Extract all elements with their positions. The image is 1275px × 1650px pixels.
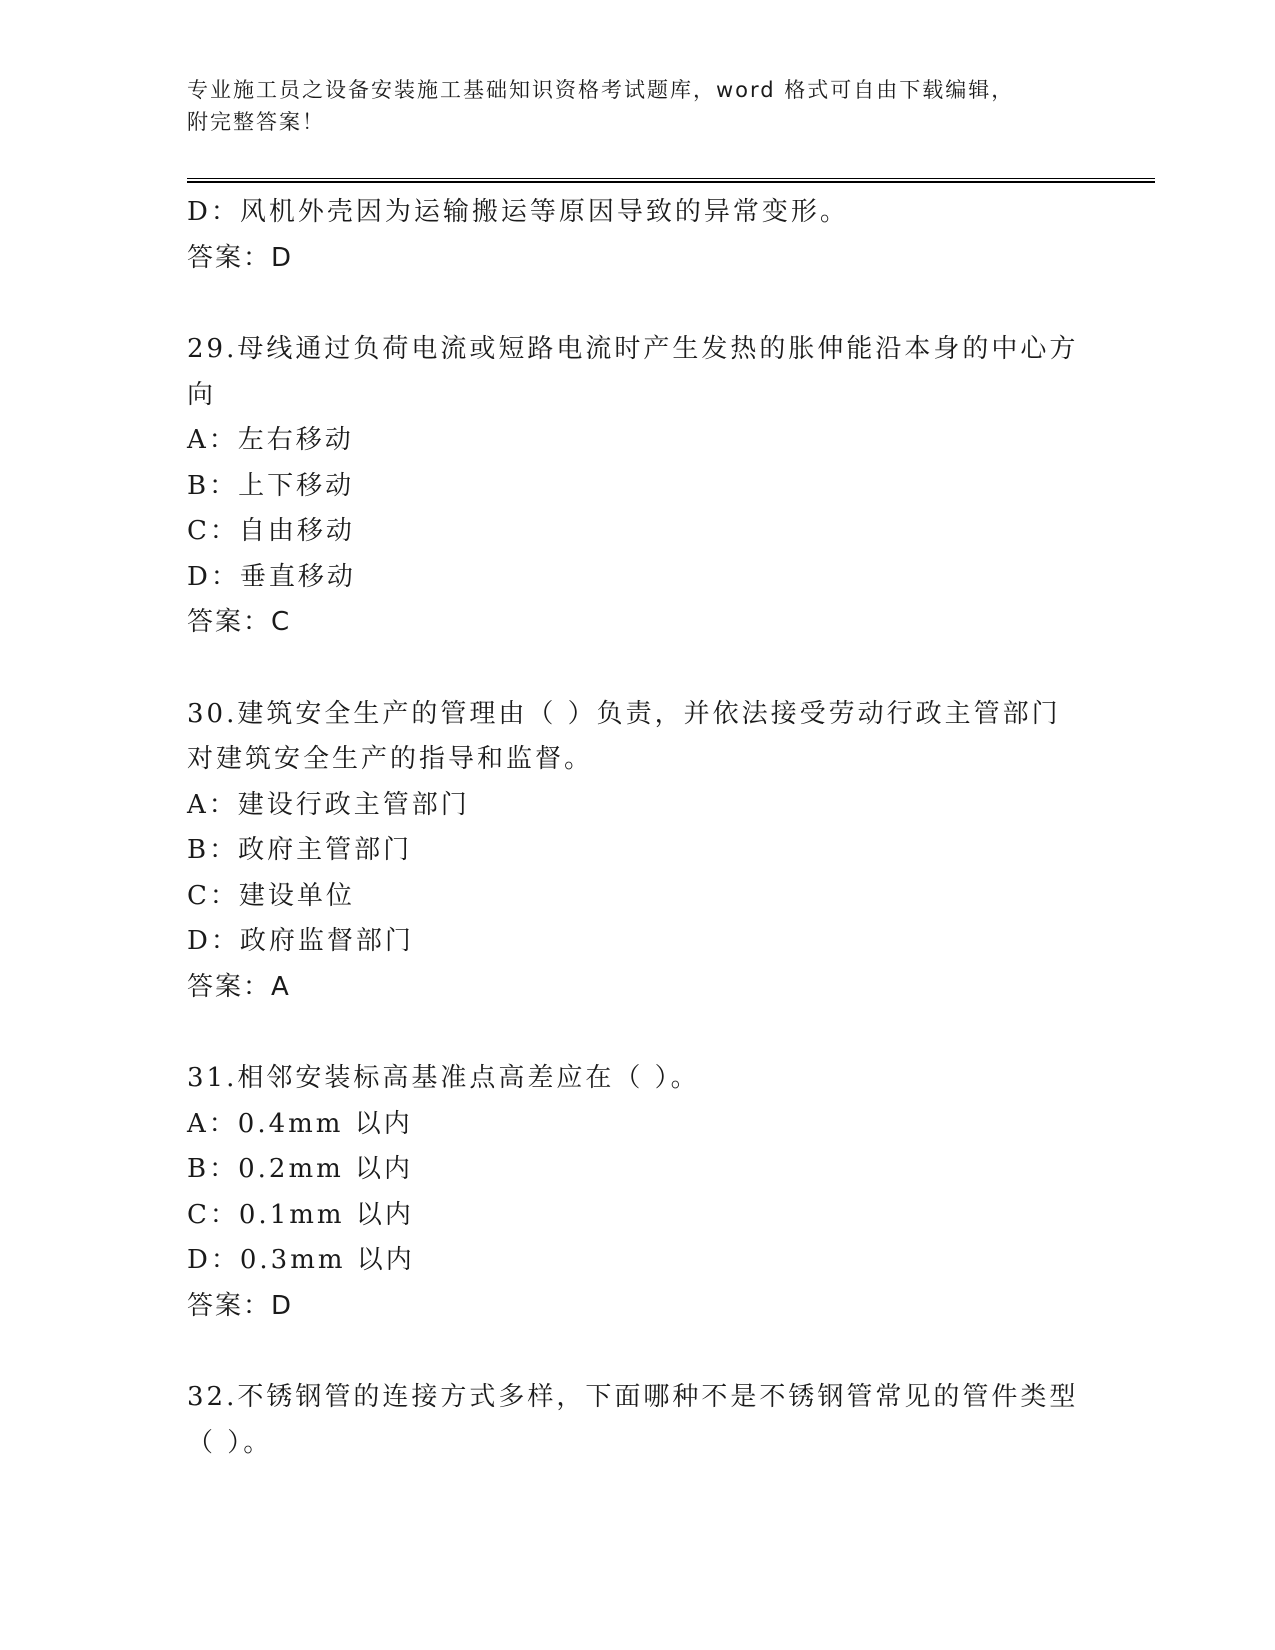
spacer [187,281,1087,327]
spacer [187,1010,1087,1056]
answer-label: 答案：D [187,242,294,273]
option-d: D：垂直移动 [187,561,356,592]
header-divider-thick [187,181,1155,183]
answer-label: 答案：C [187,607,292,637]
option-c: C：自由移动 [187,516,355,546]
option-a: A：0.4mm 以内 [187,1108,413,1139]
question-stem: 30.建筑安全生产的管理由（ ）负责，并依法接受劳动行政主管部门 [187,698,1061,729]
question-stem-continued: 对建筑安全生产的指导和监督。 [187,744,594,774]
document-header [187,74,1067,138]
spacer [187,1329,1087,1375]
question-31 [187,1056,1087,1329]
question-32 [187,1375,1087,1466]
question-29 [187,327,1087,646]
option-d: D：风机外壳因为运输搬运等原因导致的异常变形。 [187,197,849,227]
document-body [187,190,1087,1466]
option-c: C：建设单位 [187,880,355,911]
option-d: D：政府监督部门 [187,926,414,956]
option-b: B：0.2mm 以内 [187,1154,414,1184]
question-30 [187,692,1087,1011]
option-b: B：上下移动 [187,470,355,501]
spacer [187,646,1087,692]
answer-label: 答案：D [187,1290,294,1321]
option-a: A：左右移动 [187,425,354,455]
header-divider-thin [187,178,1155,179]
question-stem: 31.相邻安装标高基准点高差应在（ ）。 [187,1063,700,1093]
question-stem-continued: 向 [187,379,217,410]
header-line-2: 附完整答案！ [187,110,325,134]
question-stem: 29.母线通过负荷电流或短路电流时产生发热的胀伸能沿本身的中心方 [187,334,1079,364]
question-stem-continued: （ ）。 [187,1427,273,1458]
answer-label: 答案：A [187,971,291,1002]
option-c: C：0.1mm 以内 [187,1199,414,1230]
option-b: B：政府主管部门 [187,835,413,865]
question-28-tail [187,190,1087,281]
option-a: A：建设行政主管部门 [187,789,470,820]
option-d: D：0.3mm 以内 [187,1245,415,1275]
header-line-1: 专业施工员之设备安装施工基础知识资格考试题库，word 格式可自由下载编辑， [187,78,1015,102]
question-stem: 32.不锈钢管的连接方式多样，下面哪种不是不锈钢管常见的管件类型 [187,1382,1079,1412]
